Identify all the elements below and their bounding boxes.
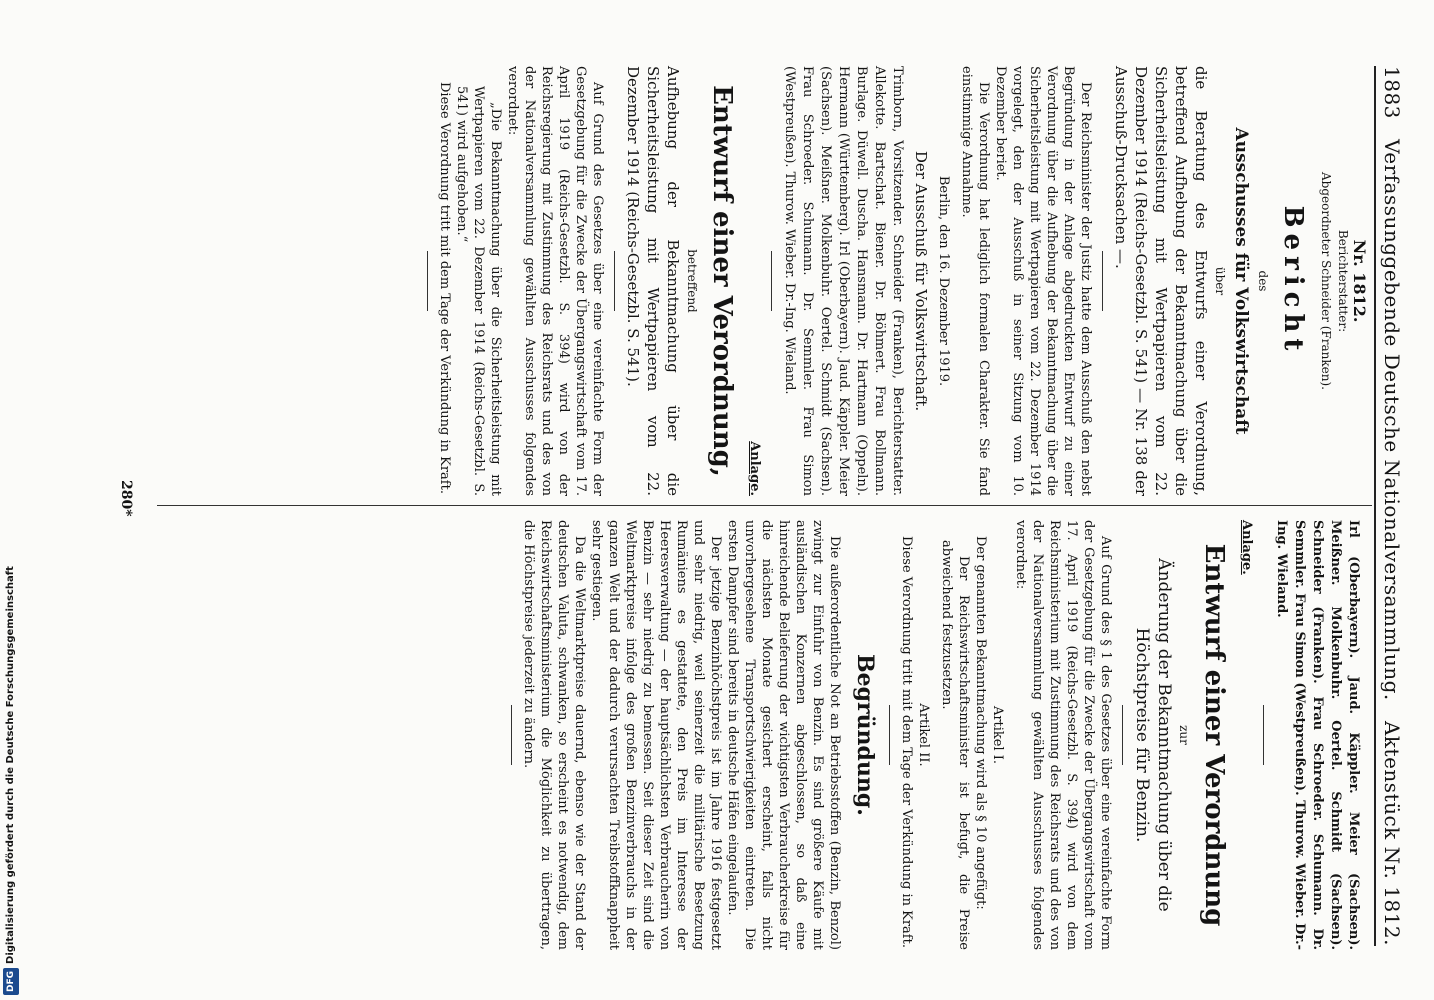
article-text: Diese Verordnung tritt mit dem Tage der Verkündung in Kraft. (899, 536, 914, 948)
justification-paragraph: Die außerordentliche Not an Betriebsstoffen (Benzin, Benzol) zwingt zur Einfuhr von Benzin. Es sind größere Käufe mit ausländischen Konzernen abgeschlossen, so daß eine hinreichende Belieferung der wichtigsten Verbraucherkreise für die nächsten Monate gesichert erscheint, falls nicht unvorhergesehene Transportschwierigkeiten eintreten. Die ersten Dampfer sind bereits in deutsche Häfen eingelaufen. (725, 520, 842, 950)
report-ueber: über (1213, 266, 1227, 296)
dfg-credit-text: Digitalisierung gefördert durch die Deutsche Forschungsgemeinschaft (5, 566, 16, 964)
report-heading: Bericht (1278, 205, 1308, 357)
rule (771, 251, 772, 311)
annex-label: Anlage. (747, 441, 762, 496)
rapporteur-name: Abgeordneter Schneider (Franken). (1319, 172, 1333, 390)
report-number: Nr. 1812. (1350, 239, 1369, 323)
dfg-credit-strip (3, 566, 19, 995)
report-paragraph: Der Reichsminister der Justiz hatte dem Ausschuß den nebst Begründung in der Anlage abgedruckten Entwurf zu einer Verordnung über die Aufhebung der Bekanntmachung über die Sicherheitsleistung mit Wertpapieren vom 22. Dezember 1914 vorgelegt, den der Ausschuß in seiner Sitzung vom 10. Dezember beriet. (993, 66, 1093, 496)
report-des: des (1256, 270, 1270, 292)
annex-column (503, 520, 1368, 950)
article-heading: Artikel I. (990, 705, 1005, 765)
draft-subject: Änderung der Bekanntmachung über die Höchstpreise für Benzin. (1132, 558, 1174, 912)
draft-quote: „Die Bekanntmachung über die Sicherheitsleistung mit Wertpapieren vom 22. Dezember 1914 (Reichs-Gesetzbl. S. 541) wird aufgehoben.“ (454, 86, 503, 496)
draft-heading: Entwurf einer Verordnung (1199, 543, 1229, 927)
rule (511, 705, 512, 765)
page-label: 1883 (1380, 66, 1404, 119)
dfg-logo: DFG (3, 968, 19, 995)
rule (1263, 705, 1264, 765)
article-quote: Der Reichswirtschaftsminister ist befugt, die Preise abweichend festzusetzen. (939, 540, 971, 950)
draft-paragraph: Auf Grund des Gesetzes über eine vereinfachte Form der Gesetzgebung für die Zwecke der Übergangswirtschaft vom 17. April 1919 (Reichs-Gesetzbl. S. 394) wird von der Reichsregierung mit Zustimmung des Reichsrats und des von der Nationalversammlung gewählten Ausschusses folgendes verordnet: (505, 66, 605, 496)
rapporteur-label: Berichterstatter: (1336, 229, 1350, 333)
column-divider (157, 505, 1372, 506)
draft-subject: Aufhebung der Bekanntmachung über die Sicherheitsleistung mit Wertpapieren vom 22. Dezember 1914 (Reichs-Gesetzbl. S. 541). (624, 66, 682, 496)
draft-paragraph: Auf Grund des § 1 des Gesetzes über eine vereinfachte Form der Gesetzgebung für die Zwecke der Übergangswirtschaft vom 17. April 1919 (Reichs-Gesetzbl. S. 394) wird von dem Reichsministerium mit Zustimmung des Reichsrats und des von der Nationalversammlung gewählten Ausschusses folgendes verordnet: (1013, 520, 1113, 950)
annex-label: Anlage. (1239, 520, 1254, 575)
report-date: Berlin, den 16. Dezember 1919. (936, 175, 951, 387)
rule (614, 251, 615, 311)
rule (889, 705, 890, 765)
document-number: Aktenstück Nr. 1812. (1380, 720, 1404, 946)
member-list-top: Irl (Oberbayern). Jaud. Käppler. Meier (Sachsen). Meißner. Molkenbuhr. Oertel. Schmidt (Sachsen). Schneider (Franken). Frau Schroeder. Schumann. Dr. Semmler. Frau Simon (Westpreußen). Thurow. Wieber. Dr.-Ing. Wieland. (1274, 520, 1361, 950)
justification-paragraph: Der jetzige Benzinhöchstpreis ist im Jahre 1916 festgesetzt und sehr niedrig, weil seinerzeit die militärische Besetzung Rumäniens es gestattete, den Preis im Interesse der Heeresverwaltung — der hauptsächlichsten Verbraucherin von Benzin — sehr niedrig zu bemessen. Seit dieser Zeit sind die Weltmarktpreise infolge des großen Benzinverbrauchs in der ganzen Welt und der dadurch verursachten Treibstoffknappheit sehr gestiegen. (589, 520, 723, 950)
member-list: Trimborn, Vorsitzender. Schneider (Franken), Berichterstatter. Allekotte. Bartschat. Biener. Dr. Böhmert. Frau Bollmann. Burlage. Düwell. Duscha. Hansmann. Dr. Hartmann (Oppeln). Hermann (Württemberg). Irl (Oberbayern). Jaud. Käppler. Meier (Sachsen). Meißner. Molkenbuhr. Oertel. Schmidt (Sachsen). Frau Schroeder. Schumann. Dr. Semmler. Frau Simon (Westpreußen). Thurow. Wieber. Dr.-Ing. Wieland. (782, 66, 905, 496)
running-head (1380, 66, 1410, 946)
page-number: 280* (118, 480, 134, 517)
header-rule (1374, 66, 1376, 946)
justification-paragraph: Da die Weltmarktpreise dauernd, ebenso wie der Stand der deutschen Valuta, schwanken, so erscheint es notwendig, dem Reichswirtschaftsministerium die Möglichkeit zu übertragen, die Höchstpreise jederzeit zu ändern. (521, 520, 587, 950)
draft-heading: Entwurf einer Verordnung, (707, 85, 737, 477)
report-subject: die Beratung des Entwurfs einer Verordnung, betreffend Aufhebung der Bekanntmachung über die Sicherheitsleistung mit Wertpapieren vom 22. Dezember 1914 (Reichs-Gesetzbl. S. 541) — Nr. 138 der Ausschuß-Drucksachen —. (1112, 66, 1210, 496)
report-paragraph: Die Verordnung hat lediglich formalen Charakter. Sie fand einstimmige Annahme. (959, 66, 991, 496)
rule (1102, 251, 1103, 311)
rule (1122, 705, 1123, 765)
rule (427, 251, 428, 311)
committee-signature: Der Ausschuß für Volkswirtschaft. (912, 150, 930, 412)
article-heading: Artikel II. (916, 703, 931, 767)
draft-betreffend: betreffend (685, 249, 699, 313)
report-column (419, 66, 1368, 496)
committee-name: Ausschusses für Volkswirtschaft (1231, 127, 1251, 435)
draft-zur: zur (1177, 725, 1191, 745)
justification-heading: Begründung. (852, 654, 878, 816)
assembly-title: Verfassunggebende Deutsche Nationalversammlung. (1380, 139, 1404, 701)
article-text: Der genannten Bekanntmachung wird als § 10 angefügt: (973, 536, 988, 910)
draft-paragraph: Diese Verordnung tritt mit dem Tage der Verkündung in Kraft. (437, 82, 452, 494)
